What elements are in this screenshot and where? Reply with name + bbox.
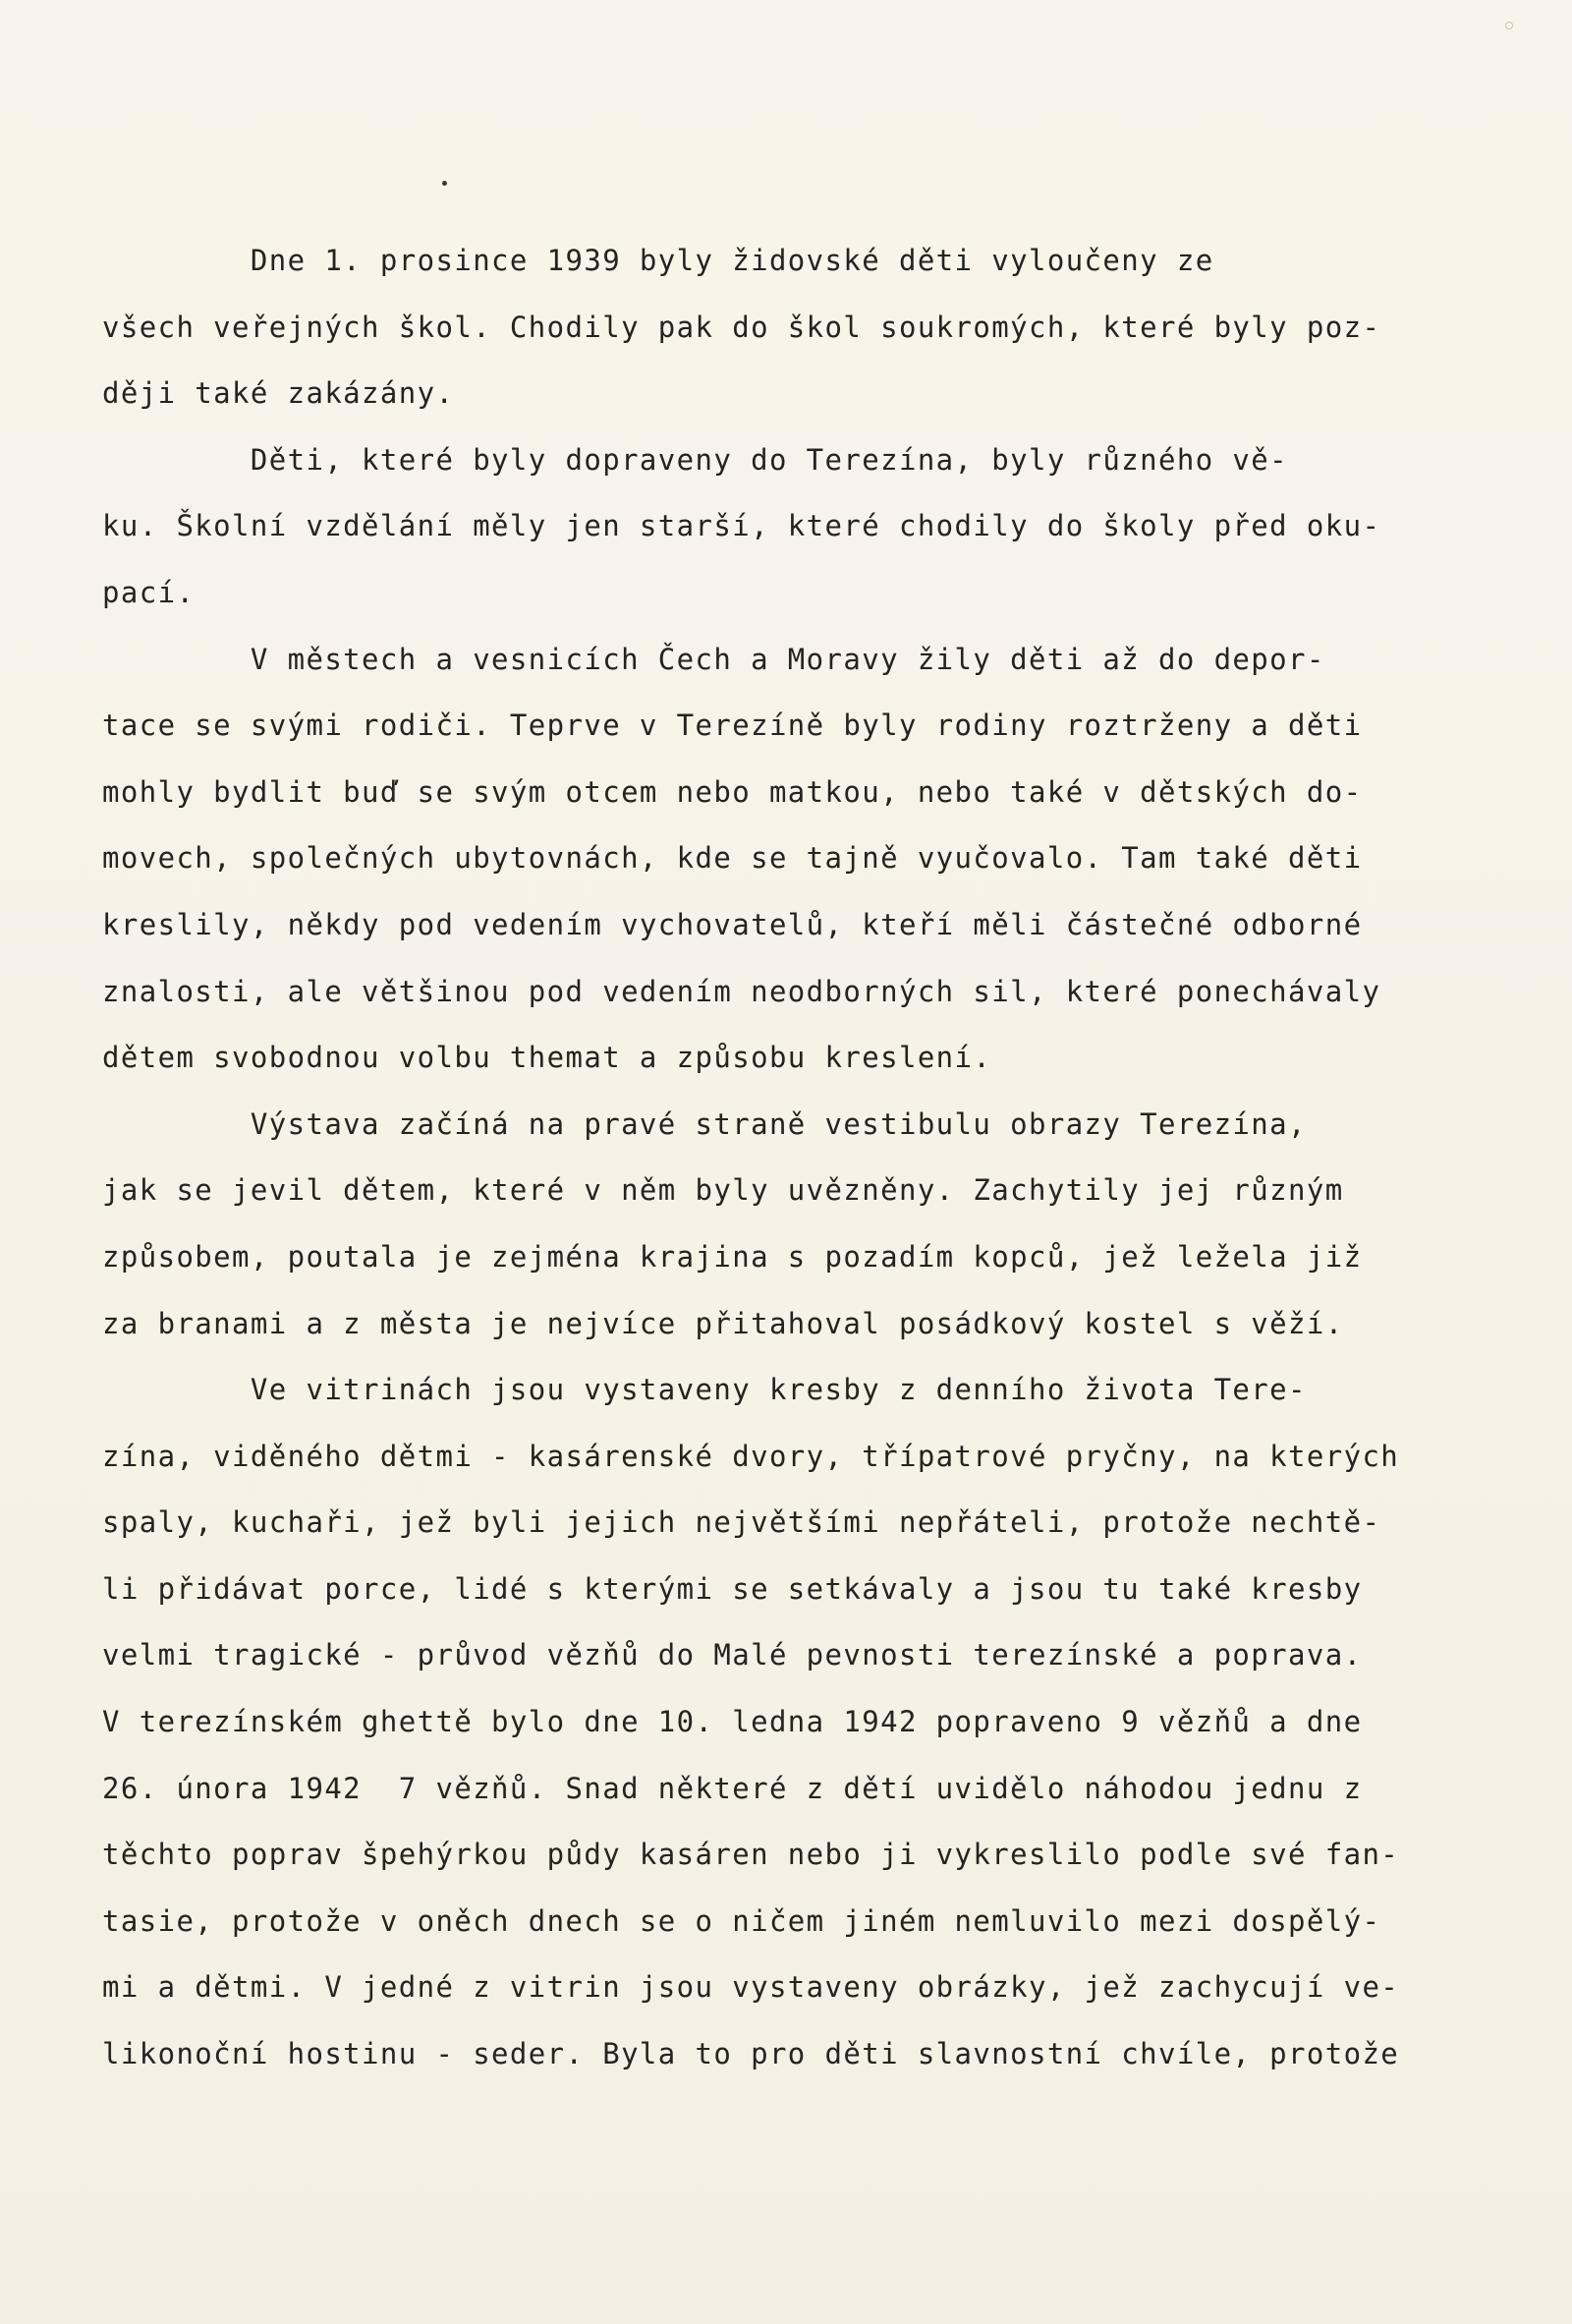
text-line: li přidávat porce, lidé s kterými se setkávaly a jsou tu také kresby xyxy=(102,1571,1363,1606)
text-line: velmi tragické - průvod vězňů do Malé pevnosti terezínské a poprava. xyxy=(102,1638,1363,1672)
text-line: všech veřejných škol. Chodily pak do škol soukromých, které byly poz- xyxy=(102,310,1381,344)
text-line: mohly bydlit buď se svým otcem nebo matkou, nebo také v dětských do- xyxy=(102,774,1363,809)
text-line: Výstava začíná na pravé straně vestibulu obrazy Terezína, xyxy=(102,1106,1307,1141)
text-line: znalosti, ale většinou pod vedením neodborných sil, které ponechávaly xyxy=(102,974,1381,1008)
text-line: Děti, které byly dopraveny do Terezína, byly různého vě- xyxy=(102,442,1289,477)
text-line: těchto poprav špehýrkou půdy kasáren nebo ji vykreslilo podle své fan- xyxy=(102,1838,1400,1872)
text-line: tace se svými rodiči. Teprve v Terezíně byly rodiny roztrženy a děti xyxy=(102,709,1363,743)
text-line: dětem svobodnou volbu themat a způsobu kreslení. xyxy=(102,1041,992,1075)
text-line: zína, viděného dětmi - kasárenské dvory, třípatrové pryčny, na kterých xyxy=(102,1439,1400,1473)
text-line: 26. února 1942 7 vězňů. Snad některé z dětí uvidělo náhodou jednu z xyxy=(102,1771,1363,1805)
text-line: spaly, kuchaři, jež byli jejich největšími nepřáteli, protože nechtě- xyxy=(102,1505,1381,1540)
text-line: ději také zakázány. xyxy=(102,376,455,411)
text-line: kreslily, někdy pod vedením vychovatelů, kteří měli částečné odborné xyxy=(102,907,1363,941)
text-line: likonoční hostinu - seder. Byla to pro děti slavnostní chvíle, protože xyxy=(102,2037,1400,2071)
text-line: V městech a vesnicích Čech a Moravy žily děti až do depor- xyxy=(102,642,1325,676)
text-line: V terezínském ghettě bylo dne 10. ledna 1942 popraveno 9 vězňů a dne xyxy=(102,1705,1363,1739)
text-line: jak se jevil dětem, které v něm byly uvězněny. Zachytily jej různým xyxy=(102,1173,1344,1208)
text-line: ku. Školní vzdělání měly jen starší, které chodily do školy před oku- xyxy=(102,509,1381,543)
text-line: Ve vitrinách jsou vystaveny kresby z denního života Tere- xyxy=(102,1373,1307,1407)
text-line: movech, společných ubytovnách, kde se tajně vyučovalo. Tam také děti xyxy=(102,841,1363,876)
ink-dot xyxy=(442,181,447,186)
text-line: pací. xyxy=(102,575,196,609)
text-line: způsobem, poutala je zejména krajina s pozadím kopců, jež ležela již xyxy=(102,1239,1363,1274)
text-line: Dne 1. prosince 1939 byly židovské děti vyloučeny ze xyxy=(102,244,1214,277)
text-line: za branami a z města je nejvíce přitahoval posádkový kostel s věží. xyxy=(102,1306,1344,1340)
text-line: tasie, protože v oněch dnech se o ničem jiném nemluvilo mezi dospělý- xyxy=(102,1903,1381,1938)
text-line: mi a dětmi. V jedné z vitrin jsou vystaveny obrázky, jež zachycují ve- xyxy=(102,1970,1400,2005)
corner-mark xyxy=(1505,22,1513,29)
typewritten-text xyxy=(102,228,1507,2088)
